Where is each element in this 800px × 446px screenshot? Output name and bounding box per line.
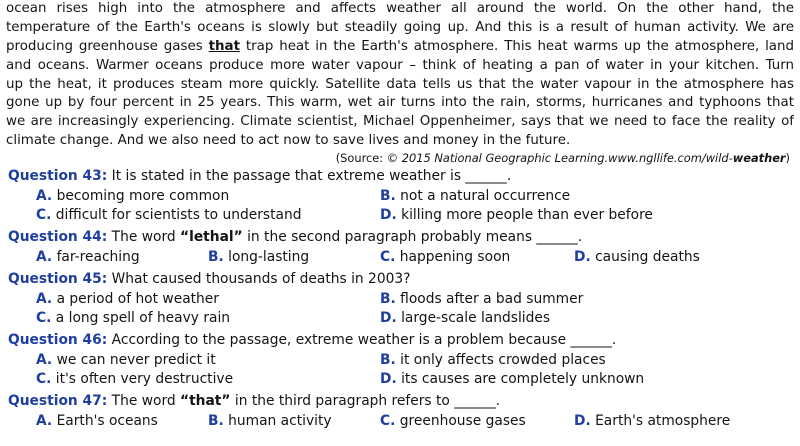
option-text: Earth's atmosphere [595, 413, 731, 429]
source-citation [336, 151, 790, 165]
passage [6, 0, 794, 151]
option-text: far-reaching [56, 249, 140, 265]
option-d[interactable] [380, 206, 653, 224]
option-text: floods after a bad summer [400, 291, 584, 307]
option-letter: A. [36, 291, 53, 307]
question-text: What caused thousands of deaths in 2003? [107, 271, 411, 287]
question-text: According to the passage, extreme weather is a problem because ______. [107, 332, 617, 348]
option-text: killing more people than ever before [401, 207, 653, 223]
option-a[interactable] [36, 412, 158, 430]
passage-text: trap heat in the Earth's atmosphere. This heat warms up the atmosphere, land [239, 38, 794, 54]
option-letter: C. [36, 371, 52, 387]
option-letter: B. [380, 188, 396, 204]
option-text: difficult for scientists to understand [55, 207, 302, 223]
option-text: becoming more common [56, 188, 230, 204]
source-prefix: (Source: [335, 151, 387, 165]
option-a[interactable] [36, 248, 140, 266]
option-letter: D. [574, 249, 591, 265]
passage-line: and oceans. Warmer oceans produce more water vapour – think of heating a pan of water in your kitchen. Turn [6, 57, 794, 73]
option-text: a period of hot weather [56, 291, 219, 307]
passage-text: producing greenhouse gases [6, 38, 209, 54]
option-text: causing deaths [595, 249, 700, 265]
option-letter: B. [380, 291, 396, 307]
option-text: we can never predict it [56, 352, 216, 368]
option-b[interactable] [380, 290, 583, 308]
question-label: Question 46: [8, 332, 108, 348]
option-c[interactable] [36, 206, 301, 224]
passage-line: up the heat, it produces steam more quickly. Satellite data tells us that the water vapour in the atmosphere has [6, 76, 794, 92]
passage-line: we are increasingly experiencing. Climate scientist, Michael Oppenheimer, says that we need to face the reality of [6, 114, 794, 130]
passage-line: ocean rises high into the atmosphere and affects weather all around the world. On the other hand, the [6, 1, 794, 16]
source-suffix: ) [785, 151, 790, 165]
option-text: its causes are completely unknown [401, 371, 645, 387]
option-letter: B. [208, 249, 224, 265]
question-label: Question 45: [8, 271, 108, 287]
question-text: It is stated in the passage that extreme weather is ______. [107, 168, 512, 184]
passage-line: climate change. And we also need to act now to save lives and money in the future. [6, 133, 571, 149]
option-text: Earth's oceans [56, 413, 158, 429]
question-text: The word [107, 229, 181, 245]
option-letter: B. [208, 413, 224, 429]
option-text: happening soon [399, 249, 511, 265]
option-letter: D. [380, 207, 397, 223]
option-letter: D. [380, 371, 397, 387]
question-47 [8, 392, 500, 410]
question-text: The word [107, 393, 181, 409]
option-a[interactable] [36, 351, 216, 369]
option-letter: D. [380, 310, 397, 326]
option-d[interactable] [574, 412, 730, 430]
option-c[interactable] [380, 248, 510, 266]
option-text: a long spell of heavy rain [55, 310, 231, 326]
option-letter: A. [36, 249, 53, 265]
question-term: “lethal” [180, 229, 243, 245]
option-text: long-lasting [228, 249, 310, 265]
option-letter: C. [380, 249, 396, 265]
option-text: human activity [228, 413, 332, 429]
option-text: it's often very destructive [55, 371, 234, 387]
option-letter: A. [36, 352, 53, 368]
question-term: “that” [180, 393, 231, 409]
option-b[interactable] [380, 187, 570, 205]
question-text: in the second paragraph probably means ______. [242, 229, 583, 245]
option-b[interactable] [208, 248, 309, 266]
option-a[interactable] [36, 290, 219, 308]
option-c[interactable] [380, 412, 526, 430]
passage-line: gone up by four percent in 25 years. This warm, wet air turns into the rain, storms, hurricanes and typhoons that [6, 95, 794, 111]
question-46 [8, 331, 616, 349]
question-text: in the third paragraph refers to ______. [230, 393, 500, 409]
question-45 [8, 270, 410, 288]
source-italic: © 2015 National Geographic Learning.www.ngllife.com/wild- [386, 151, 733, 165]
option-text: it only affects crowded places [400, 352, 606, 368]
option-letter: C. [36, 207, 52, 223]
option-letter: A. [36, 413, 53, 429]
option-b[interactable] [208, 412, 332, 430]
option-d[interactable] [380, 309, 550, 327]
option-text: greenhouse gases [399, 413, 526, 429]
option-b[interactable] [380, 351, 606, 369]
passage-line [6, 38, 794, 57]
option-letter: A. [36, 188, 53, 204]
option-c[interactable] [36, 309, 230, 327]
option-letter: C. [380, 413, 396, 429]
option-text: large-scale landslides [401, 310, 551, 326]
highlighted-word: that [208, 38, 240, 54]
question-label: Question 43: [8, 168, 108, 184]
question-44 [8, 228, 582, 246]
option-text: not a natural occurrence [400, 188, 571, 204]
question-label: Question 44: [8, 229, 108, 245]
option-letter: D. [574, 413, 591, 429]
question-label: Question 47: [8, 393, 108, 409]
passage-line: temperature of the Earth's oceans is slowly but steadily going up. And this is a result of human activity. We are [6, 19, 794, 35]
option-c[interactable] [36, 370, 233, 388]
option-d[interactable] [574, 248, 700, 266]
option-d[interactable] [380, 370, 644, 388]
option-letter: B. [380, 352, 396, 368]
option-a[interactable] [36, 187, 229, 205]
source-bold: weather [732, 151, 786, 165]
question-43 [8, 167, 511, 185]
option-letter: C. [36, 310, 52, 326]
